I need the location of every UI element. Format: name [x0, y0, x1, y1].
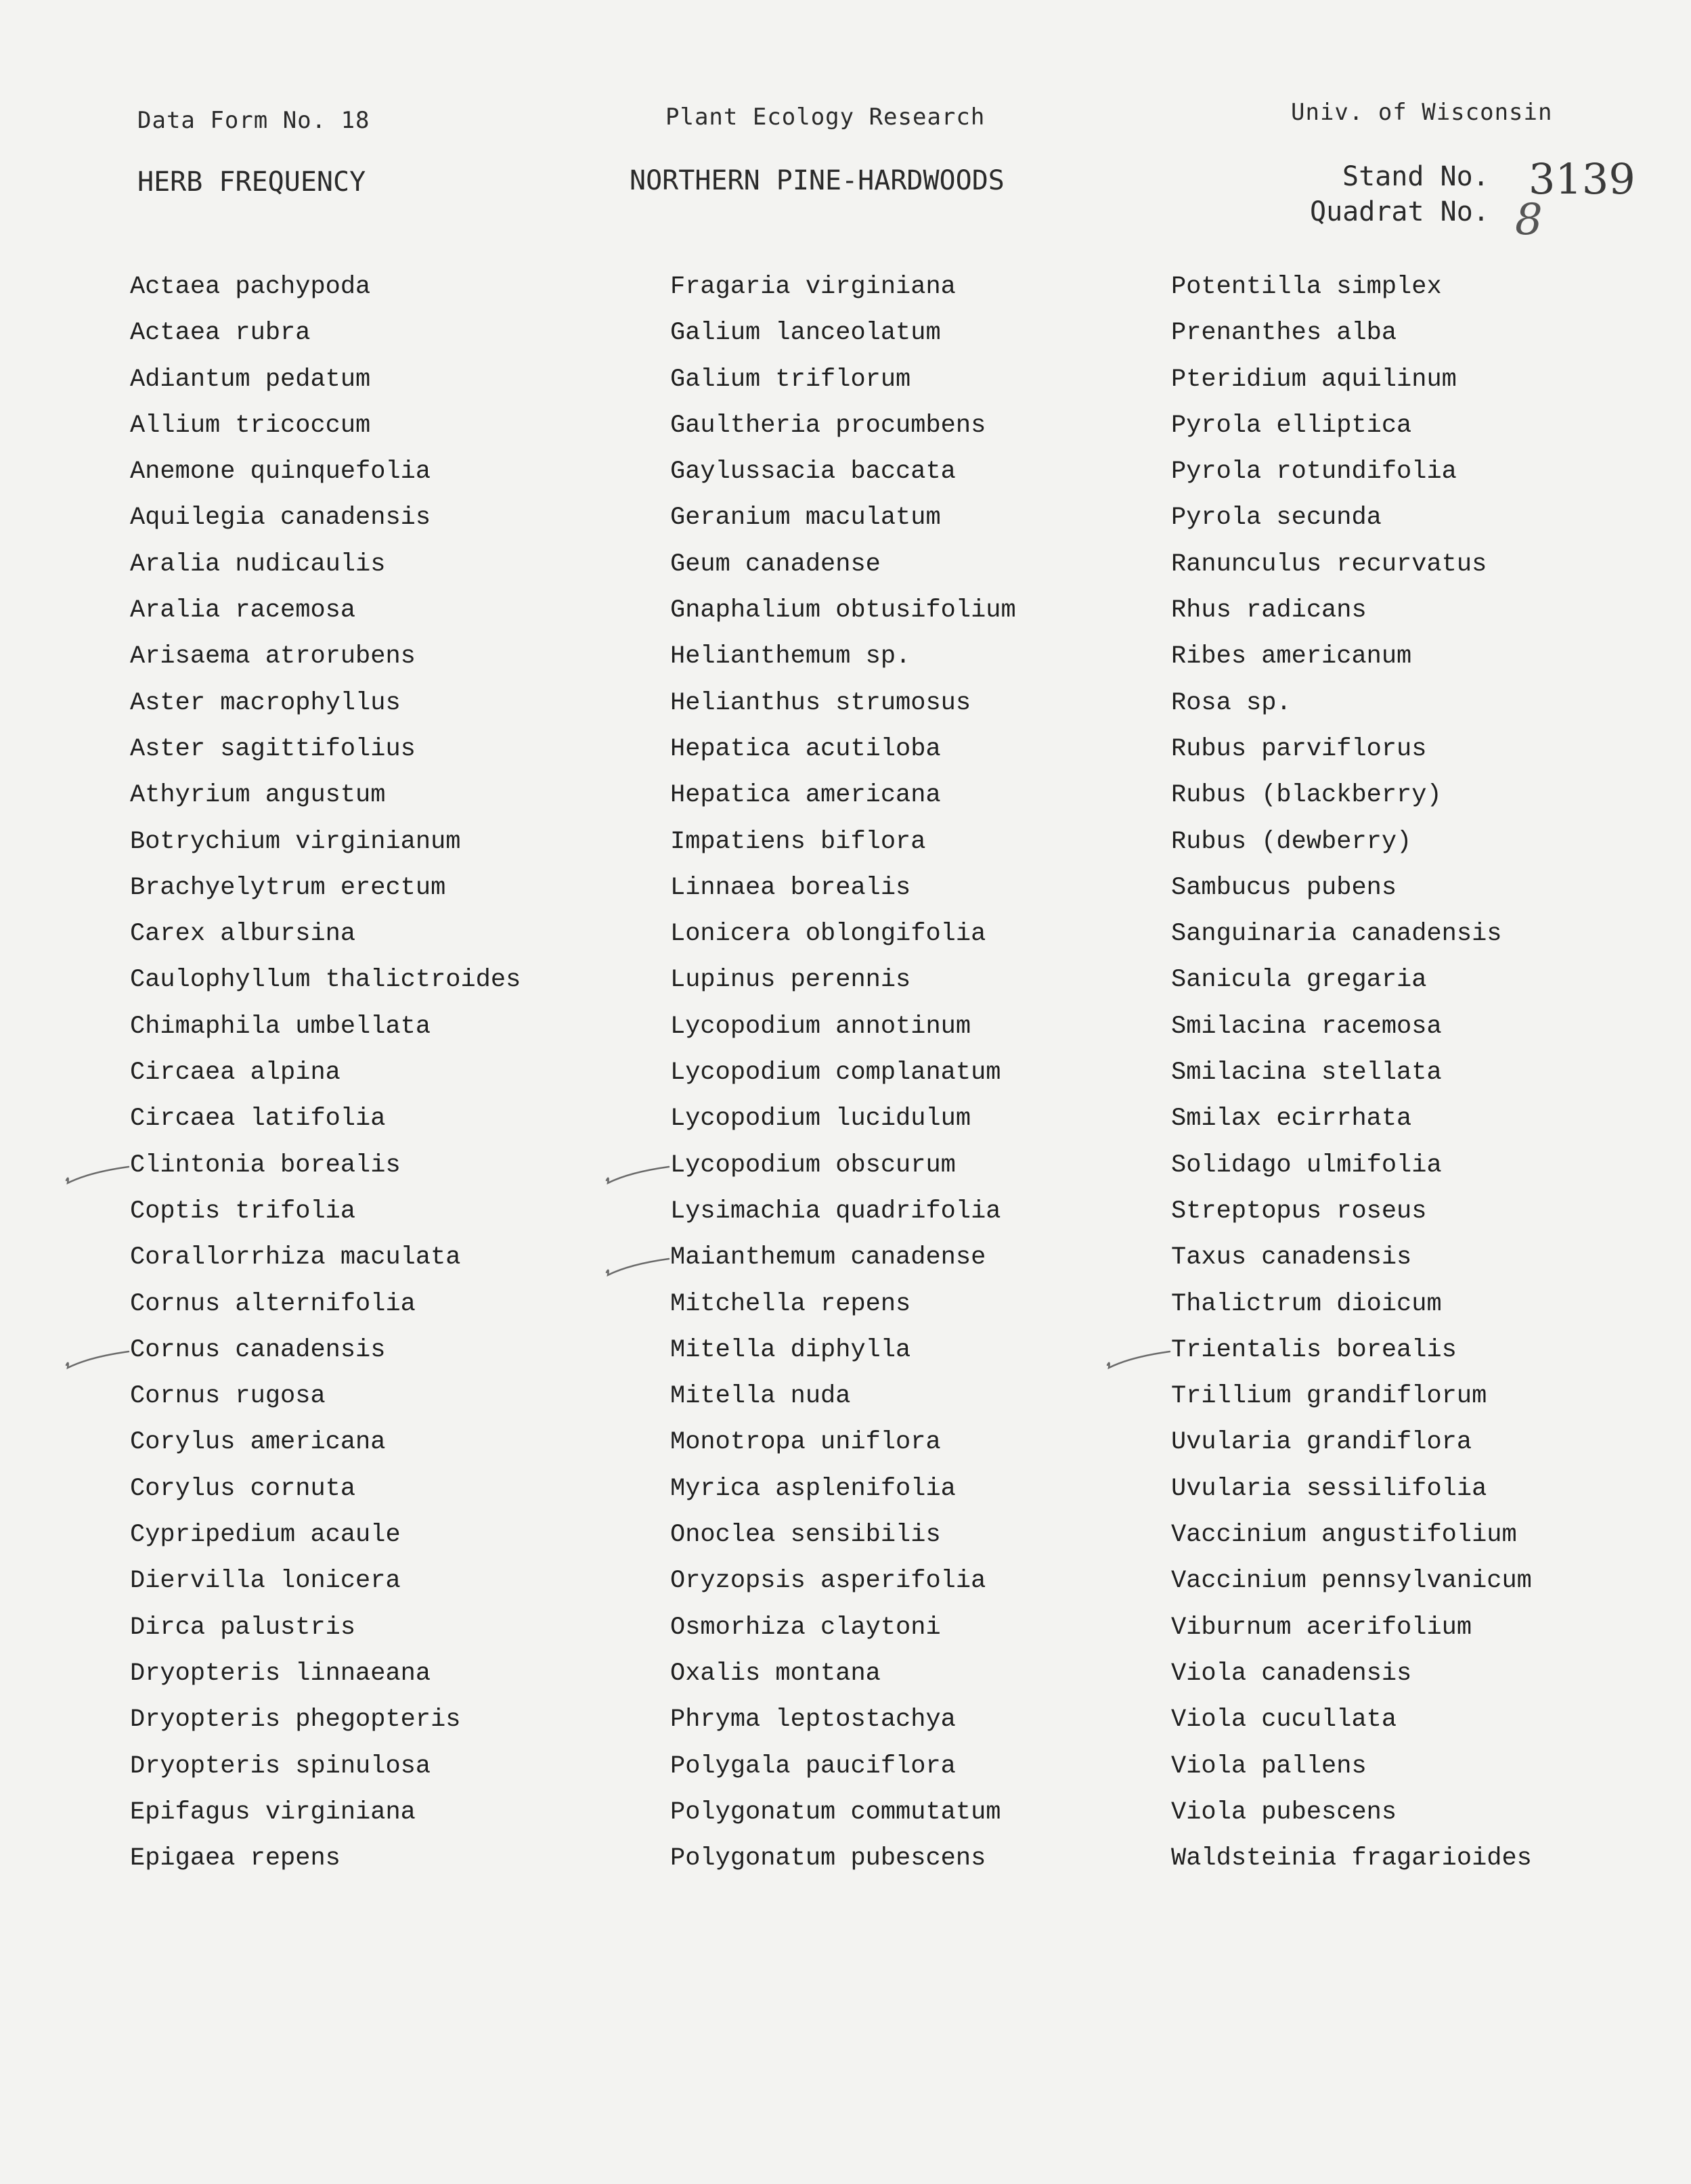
species-item: [130, 1466, 521, 1512]
species-item: [1171, 1466, 1532, 1512]
species-name: Galium triflorum: [670, 365, 911, 394]
species-name: Dirca palustris: [130, 1613, 356, 1642]
species-name: Gnaphalium obtusifolium: [670, 596, 1016, 625]
species-name: Gaultheria procumbens: [670, 411, 986, 440]
species-item: [1171, 1050, 1532, 1096]
species-item: [130, 1743, 521, 1789]
species-name: Geum canadense: [670, 550, 881, 579]
species-name: Circaea alpina: [130, 1058, 341, 1088]
species-name: Geranium maculatum: [670, 504, 941, 533]
species-name: Potentilla simplex: [1171, 273, 1442, 301]
form-number: Data Form No. 18: [137, 107, 370, 134]
species-name: Viola pallens: [1171, 1752, 1367, 1781]
stand-number: 3139: [1529, 154, 1635, 204]
species-name: Botrychium virginianum: [130, 827, 461, 856]
checkmark-icon: [602, 1160, 670, 1187]
species-name: Trillium grandiflorum: [1171, 1382, 1487, 1411]
species-name: Viburnum acerifolium: [1171, 1613, 1472, 1642]
species-name: Uvularia grandiflora: [1171, 1428, 1472, 1457]
species-item: [1171, 819, 1532, 865]
species-item: [1171, 1605, 1532, 1651]
species-name: Adiantum pedatum: [130, 365, 371, 394]
species-name: Dryopteris linnaeana: [130, 1659, 431, 1688]
species-name: Sanguinaria canadensis: [1171, 920, 1502, 949]
species-item: [130, 772, 521, 818]
species-item: [670, 1558, 1016, 1604]
species-item: [670, 1835, 1016, 1881]
species-item: [130, 1004, 521, 1050]
species-item: [670, 1373, 1016, 1419]
species-item: [1171, 911, 1532, 957]
species-item: [1171, 772, 1532, 818]
species-name: Corallorrhiza maculata: [130, 1243, 461, 1272]
species-item: [670, 1050, 1016, 1096]
species-name: Thalictrum dioicum: [1171, 1289, 1442, 1318]
species-name: Linnaea borealis: [670, 873, 911, 902]
species-item: [130, 403, 521, 449]
species-name: Aralia nudicaulis: [130, 550, 386, 579]
species-item: [670, 1096, 1016, 1142]
species-name: Viola canadensis: [1171, 1659, 1412, 1688]
species-item: [130, 1697, 521, 1743]
species-name: Aster macrophyllus: [130, 688, 401, 717]
checkmark-icon: [62, 1345, 130, 1372]
species-name: Carex albursina: [130, 920, 356, 949]
species-name: Lycopodium lucidulum: [670, 1105, 971, 1134]
species-name: Uvularia sessilifolia: [1171, 1474, 1487, 1503]
species-name: Streptopus roseus: [1171, 1197, 1427, 1226]
species-item: [1171, 726, 1532, 772]
species-item: [130, 1050, 521, 1096]
species-item: [130, 310, 521, 356]
species-item: [670, 1466, 1016, 1512]
species-name: Aquilegia canadensis: [130, 504, 431, 533]
species-item: [1171, 1004, 1532, 1050]
species-item: [130, 449, 521, 495]
species-item: [1171, 310, 1532, 356]
species-name: Cornus rugosa: [130, 1382, 326, 1411]
checkmark-icon: [1103, 1345, 1171, 1372]
species-name: Ribes americanum: [1171, 642, 1412, 671]
species-name: Epifagus virginiana: [130, 1798, 416, 1827]
species-name: Lysimachia quadrifolia: [670, 1197, 1001, 1226]
species-column-2: [670, 264, 1016, 1881]
species-name: Cypripedium acaule: [130, 1521, 401, 1550]
species-item: [1171, 1096, 1532, 1142]
species-name: Cornus alternifolia: [130, 1289, 416, 1318]
species-item: [1171, 264, 1532, 310]
species-name: Maianthemum canadense: [670, 1243, 986, 1272]
species-item: [670, 310, 1016, 356]
species-item: [1171, 1281, 1532, 1327]
species-item: [670, 403, 1016, 449]
species-item: [1171, 957, 1532, 1003]
species-item: [130, 1835, 521, 1881]
species-item: [670, 957, 1016, 1003]
species-name: Impatiens biflora: [670, 827, 926, 856]
species-item: [130, 633, 521, 679]
species-item: [1171, 680, 1532, 726]
species-item: [1171, 1373, 1532, 1419]
species-name: Coptis trifolia: [130, 1197, 356, 1226]
species-item: [130, 911, 521, 957]
species-item: [130, 1234, 521, 1280]
species-item: [670, 1188, 1016, 1234]
species-item: [1171, 1789, 1532, 1835]
species-name: Mitella nuda: [670, 1382, 851, 1411]
institution-name: Univ. of Wisconsin: [1291, 99, 1553, 126]
species-name: Athyrium angustum: [130, 781, 386, 810]
species-name: Smilacina stellata: [1171, 1058, 1442, 1088]
species-name: Mitchella repens: [670, 1289, 911, 1318]
species-name: Monotropa uniflora: [670, 1428, 941, 1457]
species-item: [130, 1605, 521, 1651]
species-item: [130, 1558, 521, 1604]
species-name: Lycopodium complanatum: [670, 1058, 1001, 1088]
species-item: [1171, 1188, 1532, 1234]
species-item: [670, 633, 1016, 679]
species-item: [670, 1281, 1016, 1327]
species-name: Ranunculus recurvatus: [1171, 550, 1487, 579]
checkmark-icon: [602, 1252, 670, 1279]
species-item: [670, 911, 1016, 957]
species-name: Helianthus strumosus: [670, 688, 971, 717]
species-item: [130, 1188, 521, 1234]
species-item: [670, 819, 1016, 865]
species-item: [670, 1697, 1016, 1743]
species-name: Sambucus pubens: [1171, 873, 1397, 902]
species-name: Dryopteris phegopteris: [130, 1706, 461, 1735]
species-name: Corylus cornuta: [130, 1474, 356, 1503]
species-column-3: [1171, 264, 1532, 1881]
species-item: [670, 1142, 1016, 1188]
species-item: [1171, 1743, 1532, 1789]
species-item: [670, 1512, 1016, 1558]
species-name: Allium tricoccum: [130, 411, 371, 440]
species-name: Myrica asplenifolia: [670, 1474, 956, 1503]
species-name: Arisaema atrorubens: [130, 642, 416, 671]
species-name: Viola cucullata: [1171, 1706, 1397, 1735]
species-name: Clintonia borealis: [130, 1151, 401, 1180]
species-name: Rhus radicans: [1171, 596, 1367, 625]
species-name: Onoclea sensibilis: [670, 1521, 941, 1550]
species-item: [1171, 1651, 1532, 1697]
species-item: [670, 1327, 1016, 1373]
form-title: HERB FREQUENCY: [137, 166, 366, 198]
species-item: [1171, 865, 1532, 911]
species-item: [130, 957, 521, 1003]
species-item: [670, 495, 1016, 541]
species-item: [130, 1373, 521, 1419]
species-name: Lupinus perennis: [670, 966, 911, 995]
species-item: [670, 1651, 1016, 1697]
species-name: Viola pubescens: [1171, 1798, 1397, 1827]
species-name: Polygonatum pubescens: [670, 1844, 986, 1873]
species-name: Actaea pachypoda: [130, 273, 371, 301]
species-item: [670, 1419, 1016, 1465]
quadrat-label: Quadrat No.: [1310, 196, 1489, 227]
species-name: Dryopteris spinulosa: [130, 1752, 431, 1781]
species-name: Osmorhiza claytoni: [670, 1613, 941, 1642]
species-name: Smilacina racemosa: [1171, 1012, 1442, 1041]
species-item: [670, 357, 1016, 403]
species-item: [130, 587, 521, 633]
species-name: Aralia racemosa: [130, 596, 356, 625]
species-item: [1171, 403, 1532, 449]
species-item: [1171, 1419, 1532, 1465]
community-type: NORTHERN PINE-HARDWOODS: [630, 165, 1005, 196]
species-name: Hepatica americana: [670, 781, 941, 810]
checkmark-icon: [62, 1160, 130, 1187]
species-item: [670, 541, 1016, 587]
species-item: [670, 726, 1016, 772]
species-item: [130, 819, 521, 865]
species-item: [1171, 1234, 1532, 1280]
species-item: [670, 772, 1016, 818]
species-item: [130, 1096, 521, 1142]
species-item: [130, 1789, 521, 1835]
species-item: [1171, 1835, 1532, 1881]
species-name: Phryma leptostachya: [670, 1706, 956, 1735]
species-name: Oxalis montana: [670, 1659, 881, 1688]
species-name: Circaea latifolia: [130, 1105, 386, 1134]
species-name: Diervilla lonicera: [130, 1567, 401, 1596]
species-name: Chimaphila umbellata: [130, 1012, 431, 1041]
species-item: [130, 264, 521, 310]
species-item: [670, 1743, 1016, 1789]
species-name: Lycopodium obscurum: [670, 1151, 956, 1180]
species-item: [1171, 1697, 1532, 1743]
species-item: [670, 1605, 1016, 1651]
species-name: Pyrola elliptica: [1171, 411, 1412, 440]
project-name: Plant Ecology Research: [665, 104, 986, 131]
species-name: Epigaea repens: [130, 1844, 341, 1873]
species-item: [670, 587, 1016, 633]
species-name: Hepatica acutiloba: [670, 734, 941, 763]
species-name: Taxus canadensis: [1171, 1243, 1412, 1272]
species-item: [1171, 495, 1532, 541]
species-item: [1171, 357, 1532, 403]
species-name: Mitella diphylla: [670, 1335, 911, 1364]
species-name: Gaylussacia baccata: [670, 458, 956, 487]
species-item: [130, 1419, 521, 1465]
species-name: Rosa sp.: [1171, 688, 1292, 717]
species-item: [130, 495, 521, 541]
species-name: Rubus (dewberry): [1171, 827, 1412, 856]
species-name: Smilax ecirrhata: [1171, 1105, 1412, 1134]
species-name: Fragaria virginiana: [670, 273, 956, 301]
species-item: [670, 865, 1016, 911]
species-name: Cornus canadensis: [130, 1335, 386, 1364]
species-column-1: [130, 264, 521, 1881]
species-name: Trientalis borealis: [1171, 1335, 1457, 1364]
species-name: Pyrola rotundifolia: [1171, 458, 1457, 487]
species-name: Sanicula gregaria: [1171, 966, 1427, 995]
species-item: [1171, 587, 1532, 633]
species-item: [1171, 633, 1532, 679]
species-name: Brachyelytrum erectum: [130, 873, 446, 902]
species-item: [130, 1142, 521, 1188]
species-name: Actaea rubra: [130, 319, 311, 348]
species-item: [130, 865, 521, 911]
species-item: [130, 1281, 521, 1327]
species-item: [130, 680, 521, 726]
species-name: Polygonatum commutatum: [670, 1798, 1001, 1827]
species-item: [130, 726, 521, 772]
species-name: Rubus parviflorus: [1171, 734, 1427, 763]
species-name: Caulophyllum thalictroides: [130, 966, 521, 995]
species-item: [1171, 1327, 1532, 1373]
species-name: Solidago ulmifolia: [1171, 1151, 1442, 1180]
species-name: Lycopodium annotinum: [670, 1012, 971, 1041]
species-item: [670, 1004, 1016, 1050]
species-item: [670, 680, 1016, 726]
species-name: Polygala pauciflora: [670, 1752, 956, 1781]
species-item: [130, 357, 521, 403]
species-name: Vaccinium angustifolium: [1171, 1521, 1517, 1550]
species-item: [670, 1234, 1016, 1280]
species-name: Corylus americana: [130, 1428, 386, 1457]
species-name: Anemone quinquefolia: [130, 458, 431, 487]
species-name: Rubus (blackberry): [1171, 781, 1442, 810]
species-item: [130, 1512, 521, 1558]
species-item: [1171, 541, 1532, 587]
species-item: [130, 541, 521, 587]
species-item: [670, 264, 1016, 310]
species-item: [130, 1327, 521, 1373]
species-item: [1171, 1558, 1532, 1604]
species-item: [130, 1651, 521, 1697]
species-item: [670, 1789, 1016, 1835]
species-name: Prenanthes alba: [1171, 319, 1397, 348]
species-name: Waldsteinia fragarioides: [1171, 1844, 1532, 1873]
species-name: Lonicera oblongifolia: [670, 920, 986, 949]
quadrat-number: 8: [1515, 195, 1543, 245]
species-name: Pteridium aquilinum: [1171, 365, 1457, 394]
species-name: Oryzopsis asperifolia: [670, 1567, 986, 1596]
species-name: Helianthemum sp.: [670, 642, 911, 671]
species-item: [670, 449, 1016, 495]
species-item: [1171, 1512, 1532, 1558]
species-name: Vaccinium pennsylvanicum: [1171, 1567, 1532, 1596]
species-item: [1171, 1142, 1532, 1188]
stand-label: Stand No.: [1342, 161, 1489, 192]
species-item: [1171, 449, 1532, 495]
species-name: Aster sagittifolius: [130, 734, 416, 763]
species-name: Galium lanceolatum: [670, 319, 941, 348]
species-name: Pyrola secunda: [1171, 504, 1382, 533]
